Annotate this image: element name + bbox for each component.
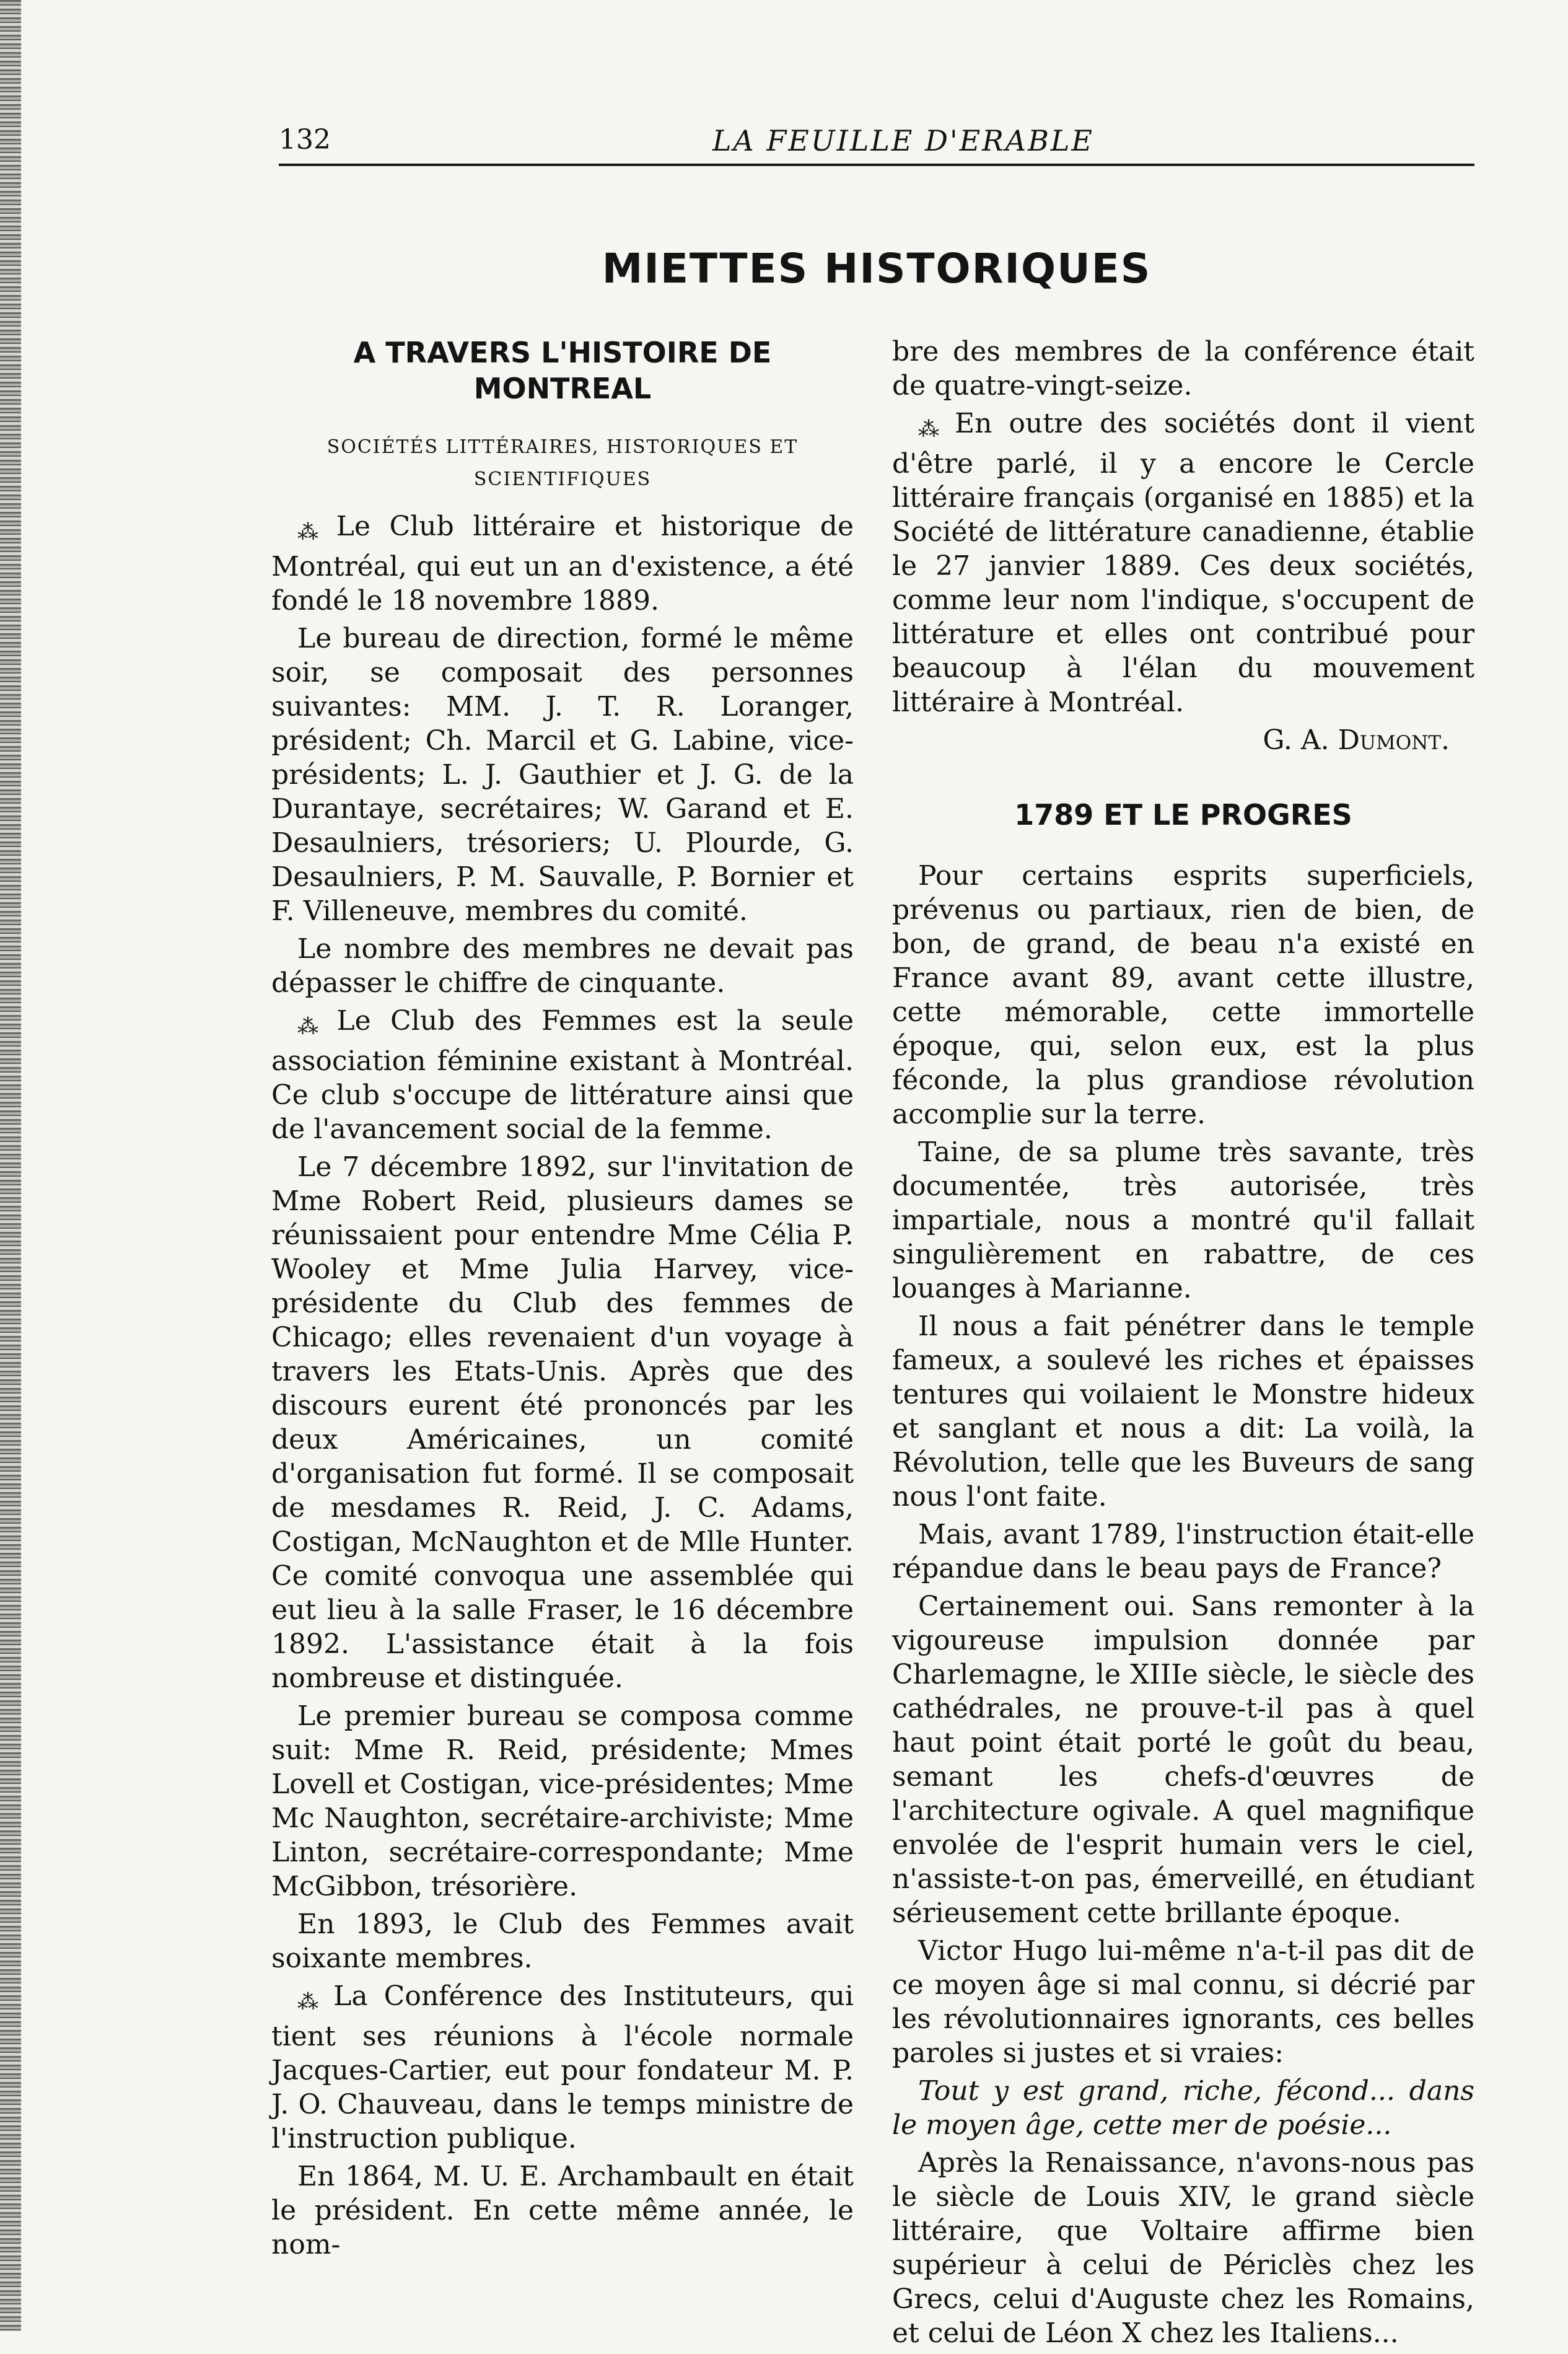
author-signature: G. A. Dumont. — [1263, 724, 1450, 756]
journal-title: LA FEUILLE D'ERABLE — [712, 124, 1095, 157]
page-title: MIETTES HISTORIQUES — [602, 245, 1152, 292]
page-number: 132 — [279, 124, 331, 156]
subsection-title: SOCIÉTÉS LITTÉRAIRES, HISTORIQUES ET SCIENTIFIQUES — [326, 436, 799, 490]
paragraph: Taine, de sa plume très savante, très documentée, très autorisée, très impartiale, nous a montré qu'il fallait singulièrement en rabattre, de ces louanges à Marianne. — [892, 1136, 1474, 1304]
paragraph: En 1864, M. U. E. Archambault en était le président. En cette même année, le nom- — [271, 2161, 854, 2260]
paragraph: Pour certains esprits superficiels, prévenus ou partiaux, rien de bien, de bon, de grand, de beau n'a existé en France avant 89, avant cette illustre, cette mémorable, cette immortelle époque, qui, selon eux, est la plus féconde, la plus grandiose révolution accomplie sur la terre. — [892, 860, 1474, 1130]
running-header — [279, 124, 1474, 166]
paragraph-continuation: bre des membres de la conférence était de quatre-vingt-seize. — [892, 336, 1474, 402]
right-column — [892, 335, 1474, 2354]
paragraph-quotation: Tout y est grand, riche, fécond... dans le moyen âge, cette mer de poésie... — [892, 2075, 1474, 2141]
paragraph: En 1893, le Club des Femmes avait soixante membres. — [271, 1908, 854, 1974]
paragraph: ⁂ Le Club des Femmes est la seule association féminine existant à Montréal. Ce club s'occupe de littérature ainsi que de l'avancement social de la femme. — [271, 1005, 854, 1145]
paragraph: Après la Renaissance, n'avons-nous pas le siècle de Louis XIV, le grand siècle littéraire, que Voltaire affirme bien supérieur à celui de Périclès chez les Grecs, celui d'Auguste chez les Romains, et celui de Léon X chez les Italiens... — [892, 2147, 1474, 2349]
scanned-binding-edge — [0, 0, 21, 2331]
paragraph: Mais, avant 1789, l'instruction était-elle répandue dans le beau pays de France? — [892, 1519, 1474, 1584]
asterism-glyph: ⁂ — [297, 520, 328, 545]
section-title-1789: 1789 ET LE PROGRES — [1014, 798, 1352, 832]
left-column — [271, 335, 854, 2265]
paragraph: Le premier bureau se composa comme suit: Mme R. Reid, présidente; Mmes Lovell et Costigan, vice-présidentes; Mme Mc Naughton, secrétaire-archiviste; Mme Linton, secrétaire-correspondante; Mme McGibbon, trésorière. — [271, 1700, 854, 1902]
paragraph: ⁂ En outre des sociétés dont il vient d'être parlé, il y a encore le Cercle littéraire français (organisé en 1885) et la Société de littérature canadienne, établie le 27 janvier 1889. Ces deux sociétés, comme leur nom l'indique, s'occupent de littérature et elles ont contribué pour beaucoup à l'élan du mouvement littéraire à Montréal. — [892, 408, 1474, 718]
paragraph: Il nous a fait pénétrer dans le temple fameux, a soulevé les riches et épaisses tentures qui voilaient le Monstre hideux et sanglant et nous a dit: La voilà, la Révolution, telle que les Buveurs de sang nous l'ont faite. — [892, 1311, 1474, 1513]
asterism-glyph: ⁂ — [297, 1014, 328, 1039]
asterism-glyph: ⁂ — [918, 417, 947, 442]
paragraph: Le nombre des membres ne devait pas dépasser le chiffre de cinquante. — [271, 933, 854, 999]
paragraph: Victor Hugo lui-même n'a-t-il pas dit de ce moyen âge si mal connu, si décrié par les révolutionnaires ignorants, ces belles paroles si justes et si vraies: — [892, 1935, 1474, 2069]
paragraph: Le 7 décembre 1892, sur l'invitation de Mme Robert Reid, plusieurs dames se réunissaient pour entendre Mme Célia P. Wooley et Mme Julia Harvey, vice-présidente du Club des femmes de Chicago; elles revenaient d'un voyage à travers les Etats-Unis. Après que des discours eurent été prononcés par les deux Américaines, un comité d'organisation fut formé. Il se composait de mesdames R. Reid, J. C. Adams, Costigan, McNaughton et de Mlle Hunter. Ce comité convoqua une assemblée qui eut lieu à la salle Fraser, le 16 décembre 1892. L'assistance était à la fois nombreuse et distinguée. — [271, 1151, 854, 1694]
paragraph: ⁂ La Conférence des Instituteurs, qui tient ses réunions à l'école normale Jacques-Cartier, eut pour fondateur M. P. J. O. Chauveau, dans le temps ministre de l'instruction publique. — [271, 1980, 854, 2154]
section-title-montreal: A TRAVERS L'HISTOIRE DE MONTREAL — [353, 336, 772, 405]
asterism-glyph: ⁂ — [297, 1990, 325, 2014]
paragraph: ⁂ Le Club littéraire et historique de Montréal, qui eut un an d'existence, a été fondé le 18 novembre 1889. — [271, 511, 854, 617]
paragraph: Le bureau de direction, formé le même soir, se composait des personnes suivantes: MM. J. T. R. Loranger, président; Ch. Marcil et G. Labine, vice-présidents; L. J. Gauthier et J. G. de la Durantaye, secrétaires; W. Garand et E. Desaulniers, trésoriers; U. Plourde, G. Desaulniers, P. M. Sauvalle, P. Bornier et F. Villeneuve, membres du comité. — [271, 623, 854, 927]
paragraph: Certainement oui. Sans remonter à la vigoureuse impulsion donnée par Charlemagne, le XIIIe siècle, le siècle des cathédrales, ne prouve-t-il pas à quel haut point était porté le goût du beau, semant les chefs-d'œuvres de l'architecture ogivale. A quel magnifique envolée de l'esprit humain vers le ciel, n'assiste-t-on pas, émerveillé, en étudiant sérieusement cette brillante époque. — [892, 1591, 1474, 1929]
